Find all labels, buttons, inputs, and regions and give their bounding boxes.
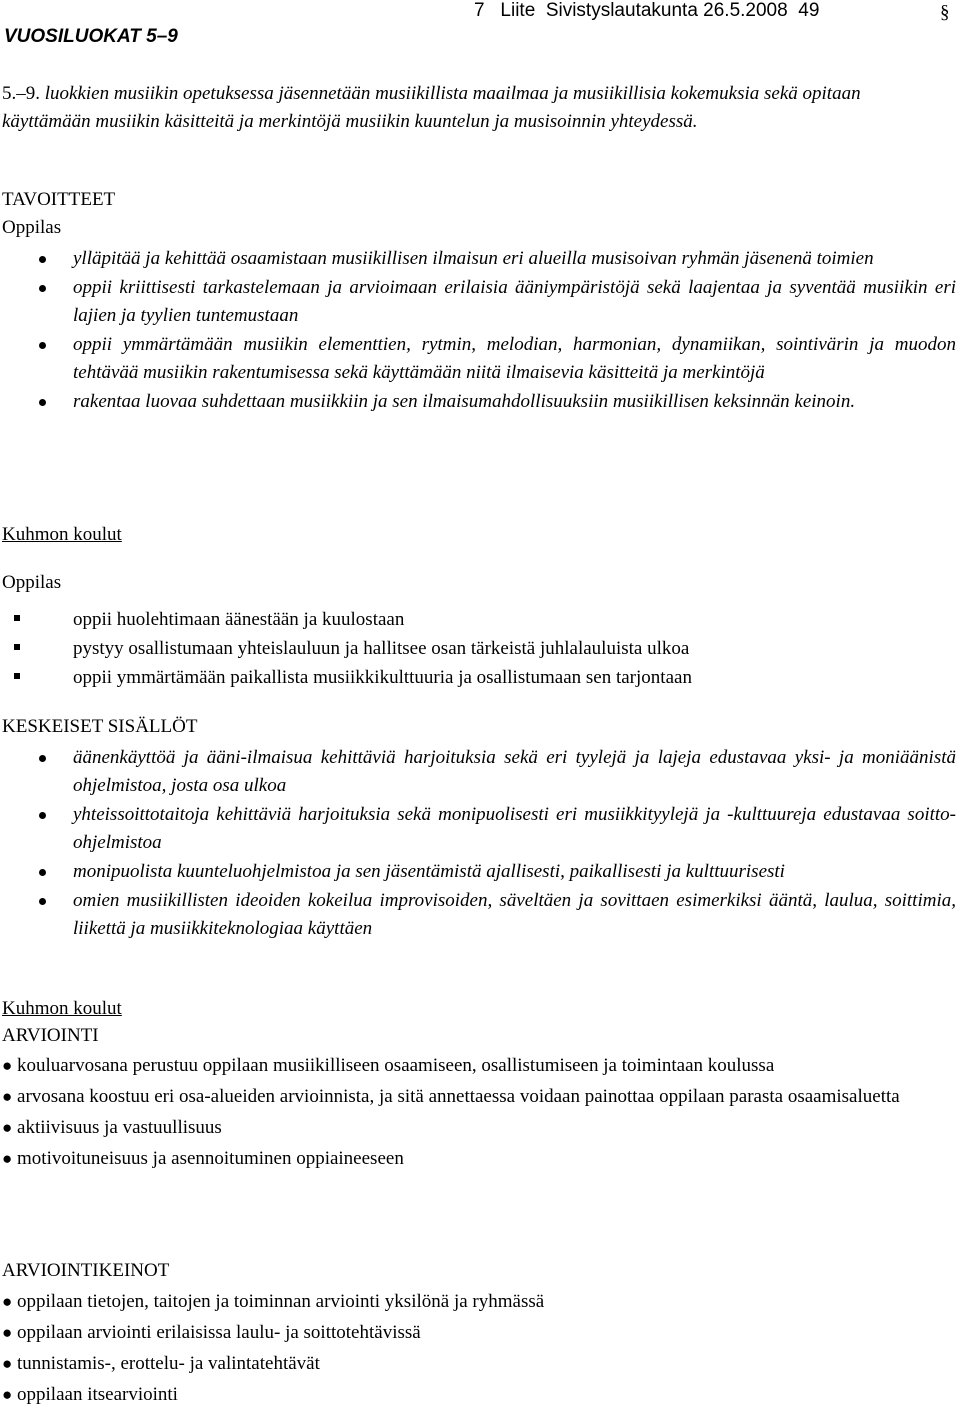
bullet-icon: ● xyxy=(2,1118,13,1137)
bullet-icon: ● xyxy=(2,1385,13,1404)
methods-list xyxy=(2,1288,952,1409)
goals-heading: TAVOITTEET xyxy=(2,189,116,210)
list-item: oppii huolehtimaan äänestään ja kuulostaan xyxy=(2,605,956,634)
section-mark: § xyxy=(940,2,950,23)
bullet-icon xyxy=(39,898,46,905)
intro-paragraph xyxy=(2,80,952,136)
list-item: omien musiikillisten ideoiden kokeilua improvisoiden, säveltäen ja sovittaen esimerkiksi ääntä, laulua, soittimia, liikettä ja musiikkiteknologiaa käyttäen xyxy=(2,887,956,943)
bullet-icon: ● xyxy=(2,1056,13,1075)
local-goals-list xyxy=(2,605,956,692)
contents-list xyxy=(2,744,956,943)
list-item: ● oppilaan itsearviointi xyxy=(2,1384,178,1405)
list-item: ● arvosana koostuu eri osa-alueiden arvioinnista, ja sitä annettaessa voidaan painottaa oppilaan parasta osaamisaluetta xyxy=(2,1086,900,1107)
bullet-icon xyxy=(39,812,46,819)
document-header-page-info: 7 Liite Sivistyslautakunta 26.5.2008 49 xyxy=(474,0,820,21)
goals-list xyxy=(2,245,956,416)
bullet-icon: ● xyxy=(2,1292,13,1311)
assessment-heading: ARVIOINTI xyxy=(2,1025,99,1046)
bullet-icon xyxy=(39,256,46,263)
list-item: ylläpitää ja kehittää osaamistaan musiikillisen ilmaisun eri alueilla musisoivan ryhmän jäsenenä toimien xyxy=(2,245,956,273)
goals-subject: Oppilas xyxy=(2,217,62,238)
square-bullet-icon xyxy=(14,644,20,650)
bullet-icon xyxy=(39,285,46,292)
list-item: monipuolista kuunteluohjelmistoa ja sen jäsentämistä ajallisesti, paikallisesti ja kulttuurisesti xyxy=(2,858,956,886)
bullet-icon: ● xyxy=(2,1323,13,1342)
list-item: pystyy osallistumaan yhteislauluun ja hallitsee osan tärkeistä juhlalauluista ulkoa xyxy=(2,634,956,663)
list-item: ● aktiivisuus ja vastuullisuus xyxy=(2,1117,222,1138)
list-item: oppii ymmärtämään musiikin elementtien, rytmin, melodian, harmonian, dynamiikan, sointivärin ja muodon tehtävää musiikin rakentumisessa sekä käyttämään niitä ilmaisevia käsitteitä ja merkintöjä xyxy=(2,331,956,387)
intro-grade-range: 5.–9. xyxy=(2,83,40,104)
list-item: yhteissoittotaitoja kehittäviä harjoituksia sekä monipuolisesti eri musiikkityylejä ja -kulttuureja edustavaa soitto-ohjelmistoa xyxy=(2,801,956,857)
list-item: ● tunnistamis-, erottelu- ja valintatehtävät xyxy=(2,1353,320,1374)
bullet-icon: ● xyxy=(2,1087,13,1106)
square-bullet-icon xyxy=(14,615,20,621)
list-item: oppii ymmärtämään paikallista musiikkikulttuuria ja osallistumaan sen tarjontaan xyxy=(2,663,956,692)
document-header-title: VUOSILUOKAT 5–9 xyxy=(4,26,178,47)
local-subject: Oppilas xyxy=(2,572,62,593)
list-item: ● oppilaan arviointi erilaisissa laulu- ja soittotehtävissä xyxy=(2,1322,421,1343)
assessment-list xyxy=(2,1052,952,1173)
local-heading-2: Kuhmon koulut xyxy=(2,998,122,1019)
methods-heading: ARVIOINTIKEINOT xyxy=(2,1260,170,1281)
list-item: ● oppilaan tietojen, taitojen ja toiminnan arviointi yksilönä ja ryhmässä xyxy=(2,1291,545,1312)
list-item: ● motivoituneisuus ja asennoituminen oppiaineeseen xyxy=(2,1148,404,1169)
list-item: äänenkäyttöä ja ääni-ilmaisua kehittäviä harjoituksia sekä eri tyylejä ja lajeja edustavaa yksi- ja moniäänistä ohjelmistoa, josta osa ulkoa xyxy=(2,744,956,800)
list-item: rakentaa luovaa suhdettaan musiikkiin ja sen ilmaisumahdollisuuksiin musiikillisen keksinnän keinoin. xyxy=(2,388,956,416)
bullet-icon xyxy=(39,755,46,762)
bullet-icon xyxy=(39,342,46,349)
intro-text: luokkien musiikin opetuksessa jäsennetään musiikillista maailmaa ja musiikillisia kokemuksia sekä opitaan käyttämään musiikin käsitteitä ja merkintöjä musiikin kuuntelun ja musisoinnin yhteydessä. xyxy=(2,83,861,132)
contents-heading: KESKEISET SISÄLLÖT xyxy=(2,716,198,737)
local-heading-1: Kuhmon koulut xyxy=(2,524,122,545)
bullet-icon xyxy=(39,399,46,406)
bullet-icon xyxy=(39,869,46,876)
list-item: ● kouluarvosana perustuu oppilaan musiikilliseen osaamiseen, osallistumiseen ja toimintaan koulussa xyxy=(2,1055,775,1076)
list-item: oppii kriittisesti tarkastelemaan ja arvioimaan erilaisia ääniympäristöjä sekä laajentaa ja syventää musiikin eri lajien ja tyylien tuntemustaan xyxy=(2,274,956,330)
bullet-icon: ● xyxy=(2,1354,13,1373)
square-bullet-icon xyxy=(14,673,20,679)
bullet-icon: ● xyxy=(2,1149,13,1168)
